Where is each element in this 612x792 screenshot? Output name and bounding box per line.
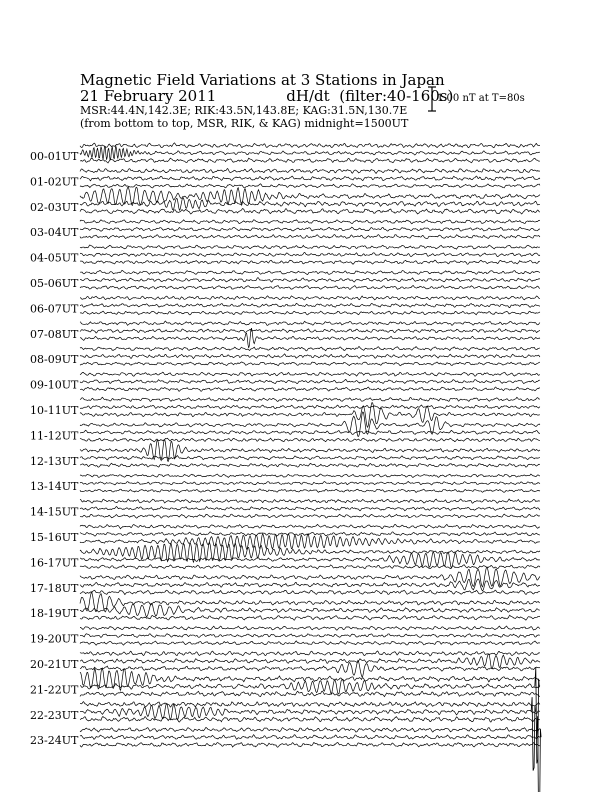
hour-label: 14-15UT	[30, 505, 79, 519]
trace-rik	[80, 278, 540, 282]
trace-msr	[80, 209, 540, 214]
trace-kag	[80, 245, 540, 249]
trace-kag	[80, 397, 540, 401]
trace-msr	[80, 158, 540, 163]
hour-label: 23-24UT	[30, 734, 79, 748]
hour-row-22-23UT	[30, 702, 540, 722]
hour-row-04-05UT	[30, 245, 540, 265]
hour-row-02-03UT	[30, 187, 540, 214]
trace-rik	[80, 634, 540, 638]
trace-msr	[80, 590, 540, 594]
hour-row-18-19UT	[30, 593, 540, 621]
hour-label: 16-17UT	[30, 556, 79, 570]
hour-row-12-13UT	[30, 440, 540, 468]
trace-msr	[80, 387, 540, 391]
hour-row-21-22UT	[30, 668, 540, 697]
hour-label: 17-18UT	[30, 581, 79, 595]
trace-rik	[80, 252, 540, 256]
spike-trace	[531, 697, 536, 771]
trace-rik	[80, 380, 540, 384]
hour-row-07-08UT	[30, 321, 540, 348]
trace-kag	[80, 296, 540, 300]
hour-rows	[30, 143, 540, 747]
hour-row-13-14UT	[30, 474, 540, 493]
hour-label: 04-05UT	[30, 251, 79, 265]
trace-msr	[80, 514, 540, 518]
trace-rik	[80, 329, 540, 333]
trace-msr	[80, 463, 540, 467]
hour-label: 08-09UT	[30, 353, 79, 367]
hour-label: 06-07UT	[30, 302, 79, 316]
hour-label: 09-10UT	[30, 378, 79, 392]
hour-row-06-07UT	[30, 296, 540, 316]
trace-rik	[80, 735, 540, 740]
trace-kag	[80, 220, 540, 224]
trace-msr	[80, 285, 540, 289]
spike-traces	[531, 667, 541, 792]
filter-label: (filter:40-160s)	[339, 87, 454, 105]
hour-label: 02-03UT	[30, 200, 79, 214]
trace-rik	[80, 303, 540, 307]
trace-rik	[80, 603, 540, 617]
hour-label: 20-21UT	[30, 658, 79, 671]
spike-trace	[535, 667, 540, 763]
trace-rik	[80, 430, 540, 434]
hour-row-17-18UT	[30, 567, 540, 595]
trace-rik	[80, 481, 540, 484]
trace-kag	[80, 372, 540, 376]
hour-row-00-01UT	[30, 143, 540, 163]
trace-msr	[80, 311, 540, 315]
hour-row-14-15UT	[30, 499, 540, 519]
hour-row-11-12UT	[30, 412, 540, 442]
hour-label: 19-20UT	[30, 632, 79, 646]
trace-kag	[80, 727, 540, 732]
hour-row-19-20UT	[30, 626, 540, 646]
hour-label: 22-23UT	[30, 708, 79, 722]
trace-kag	[80, 524, 540, 528]
trace-msr	[80, 489, 540, 493]
hour-label: 01-02UT	[30, 175, 79, 189]
hour-row-10-11UT	[30, 397, 540, 427]
trace-rik	[80, 506, 540, 510]
trace-msr	[80, 362, 540, 366]
hour-label: 05-06UT	[30, 277, 79, 290]
trace-kag	[80, 702, 540, 707]
station-coordinates: MSR:44.4N,142.3E; RIK:43.5N,143.8E; KAG:31.5N,130.7E	[80, 104, 408, 117]
hour-label: 18-19UT	[30, 607, 79, 621]
hour-row-08-09UT	[30, 347, 540, 367]
trace-kag	[80, 651, 540, 656]
trace-msr	[80, 184, 540, 188]
trace-rik	[80, 146, 540, 161]
trace-kag	[80, 321, 540, 325]
hour-label: 03-04UT	[30, 226, 79, 240]
trace-rik	[80, 176, 540, 181]
hour-row-15-16UT	[30, 524, 540, 549]
hour-row-23-24UT	[30, 727, 540, 747]
scale-bar-label: 1.00 nT at T=80s	[437, 93, 525, 104]
hour-row-05-06UT	[30, 270, 540, 290]
trace-msr	[80, 660, 540, 677]
trace-msr	[80, 717, 540, 723]
trace-msr	[80, 641, 540, 645]
trace-rik	[80, 354, 540, 359]
trace-order-note: (from bottom to top, MSR, RIK, & KAG) midnight=1500UT	[80, 117, 409, 130]
chart-title: Magnetic Field Variations at 3 Stations in Japan	[80, 71, 445, 89]
scale-bar	[428, 87, 436, 111]
trace-rik	[80, 405, 540, 409]
trace-rik	[80, 198, 540, 210]
hour-label: 11-12UT	[30, 429, 79, 443]
trace-kag	[80, 270, 540, 274]
hour-label: 15-16UT	[30, 531, 79, 544]
trace-msr	[80, 742, 540, 747]
trace-msr	[80, 615, 540, 620]
trace-msr	[80, 438, 540, 442]
quantity-label: dH/dt	[286, 87, 330, 105]
trace-rik	[80, 532, 540, 536]
trace-kag	[80, 347, 540, 351]
date-label: 21 February 2011	[80, 87, 217, 105]
trace-rik	[80, 654, 540, 669]
trace-kag	[80, 567, 540, 587]
trace-msr	[80, 260, 540, 264]
hour-label: 21-22UT	[30, 683, 79, 697]
hour-label: 00-01UT	[30, 150, 79, 163]
hour-label: 07-08UT	[30, 327, 79, 341]
hour-label: 12-13UT	[30, 454, 79, 468]
trace-msr	[80, 565, 540, 569]
hour-label: 10-11UT	[30, 404, 79, 417]
trace-rik	[80, 552, 540, 568]
trace-kag	[80, 143, 540, 148]
trace-kag	[80, 474, 540, 477]
hour-row-20-21UT	[30, 651, 540, 677]
trace-msr	[80, 691, 540, 697]
hour-row-01-02UT	[30, 169, 540, 189]
hour-row-09-10UT	[30, 372, 540, 391]
trace-kag	[80, 187, 540, 206]
trace-kag	[80, 169, 540, 174]
hour-row-03-04UT	[30, 220, 540, 239]
trace-kag	[80, 626, 540, 630]
trace-rik	[80, 456, 540, 460]
trace-kag	[80, 412, 540, 436]
trace-msr	[80, 534, 540, 550]
trace-msr	[80, 235, 540, 239]
spike-trace	[537, 716, 542, 792]
trace-rik	[80, 227, 540, 231]
trace-kag	[80, 499, 540, 503]
hour-label: 13-14UT	[30, 480, 79, 494]
trace-rik	[80, 579, 540, 591]
